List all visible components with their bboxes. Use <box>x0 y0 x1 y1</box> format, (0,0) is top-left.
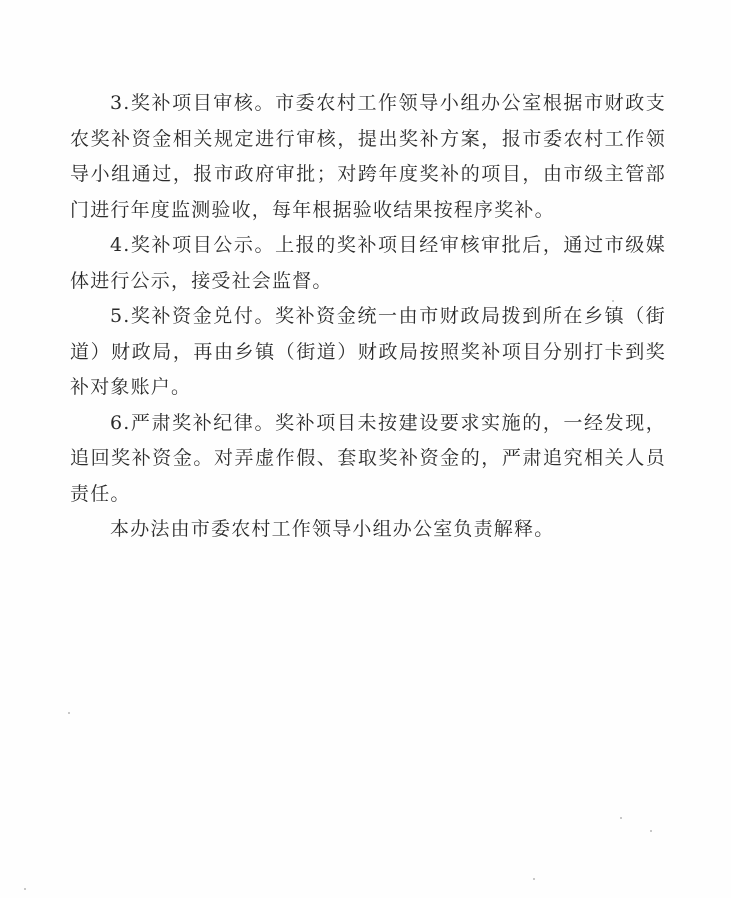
paragraph-project-review: 3.奖补项目审核。市委农村工作领导小组办公室根据市财政支农奖补资金相关规定进行审核，提出奖补方案，报市委农村工作领导小组通过，报市政府审批；对跨年度奖补的项目，由市级主管部门进行年度监测验收，每年根据验收结果按程序奖补。 <box>70 92 666 221</box>
document-body <box>70 86 666 548</box>
scan-speck <box>533 878 535 880</box>
scan-speck <box>24 888 26 890</box>
paragraph-project-publicity: 4.奖补项目公示。上报的奖补项目经审核审批后，通过市级媒体进行公示，接受社会监督。 <box>70 234 666 292</box>
scan-speck <box>620 817 622 819</box>
paragraph-fund-payment: 5.奖补资金兑付。奖补资金统一由市财政局拨到所在乡镇（街道）财政局，再由乡镇（街道）财政局按照奖补项目分别打卡到奖补对象账户。 <box>70 305 666 398</box>
scan-speck <box>650 830 652 832</box>
paragraph-interpretation: 本办法由市委农村工作领导小组办公室负责解释。 <box>110 518 555 540</box>
scan-speck <box>68 712 70 714</box>
paragraph-discipline: 6.严肃奖补纪律。奖补项目未按建设要求实施的，一经发现，追回奖补资金。对弄虚作假、套取奖补资金的，严肃追究相关人员责任。 <box>70 411 666 505</box>
scan-speck <box>612 300 614 302</box>
